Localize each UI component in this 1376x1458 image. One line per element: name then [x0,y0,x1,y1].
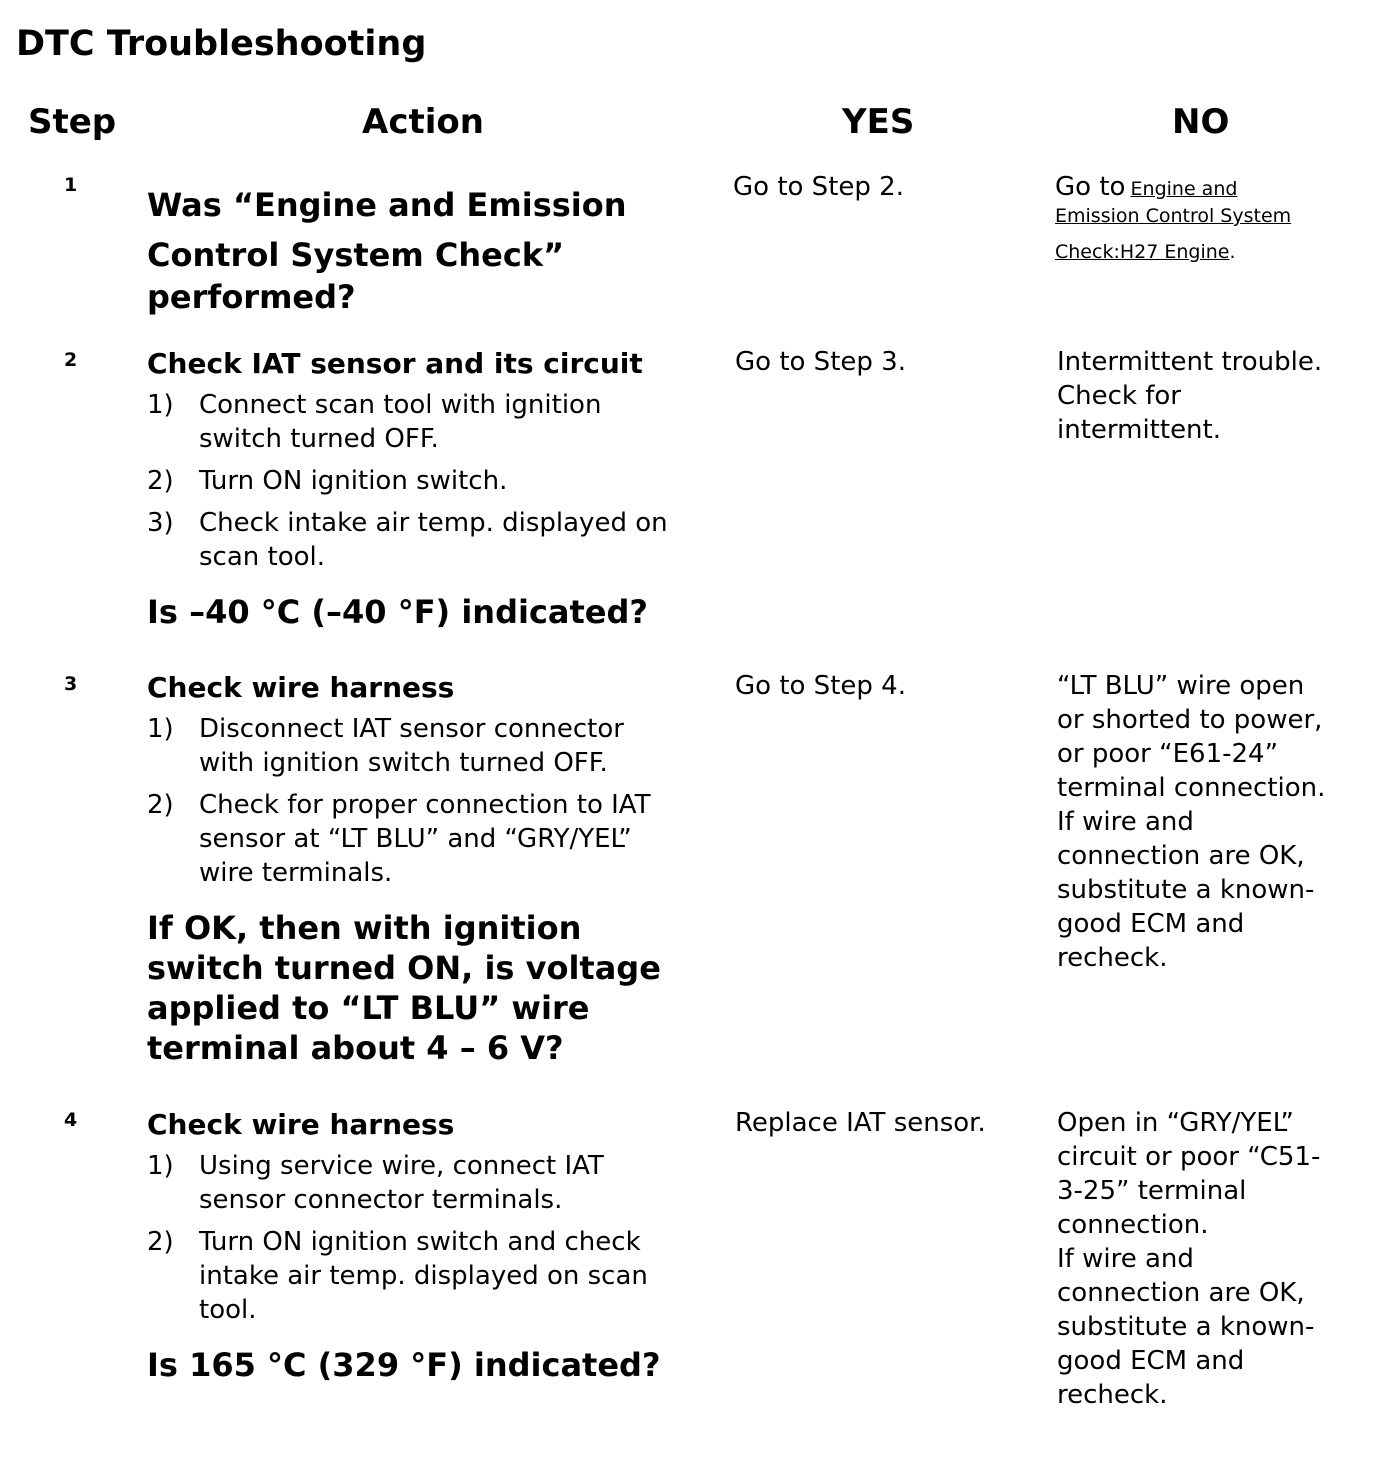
substep-text: Check intake air temp. displayed on [199,508,668,538]
step-2-no [1057,345,1322,447]
no-text: Intermittent trouble. [1057,347,1323,377]
substep [147,1225,717,1327]
substep-number: 2) [147,790,174,820]
substep-text: Connect scan tool with ignition [199,390,602,420]
go-to-prefix: Go to [1055,172,1126,202]
no-text: recheck. [1057,1380,1168,1410]
substep-number: 2) [147,466,174,496]
column-header-step: Step [28,102,117,142]
question-line: If OK, then with ignition [147,909,582,947]
engine-check-link[interactable]: Check:H27 Engine [1055,241,1230,263]
link-suffix: . [1229,241,1236,263]
no-text: Open in “GRY/YEL” [1057,1108,1294,1138]
no-text: connection are OK, [1057,841,1305,871]
substep-text: switch turned OFF. [199,424,439,454]
question-line: Control System Check” [147,236,565,274]
no-text: Check for [1057,381,1181,411]
step-number-1: 1 [64,174,78,196]
substep-number: 1) [147,1151,174,1181]
question-line: applied to “LT BLU” wire [147,989,590,1027]
no-text: If wire and [1057,1244,1194,1274]
substep-number: 1) [147,390,174,420]
substep [147,712,717,780]
step-2-yes: Go to Step 3. [735,347,906,377]
step-3-action [147,670,717,1068]
no-text: good ECM and [1057,909,1245,939]
page-title: DTC Troubleshooting [16,24,427,64]
step-3-yes: Go to Step 4. [735,671,906,701]
no-text: intermittent. [1057,415,1221,445]
substep-text: wire terminals. [199,858,393,888]
no-text: connection are OK, [1057,1278,1305,1308]
substep [147,464,717,498]
substep [147,506,717,574]
substep-number: 2) [147,1227,174,1257]
engine-check-link[interactable]: Engine and [1130,178,1238,200]
question-line: switch turned ON, is voltage [147,949,661,987]
substep-number: 3) [147,508,174,538]
step-question: Is –40 °C (–40 °F) indicated? [147,593,648,631]
substep-text: with ignition switch turned OFF. [199,748,608,778]
column-header-action: Action [362,102,484,142]
substep-text: scan tool. [199,542,326,572]
substep-text: Disconnect IAT sensor connector [199,714,624,744]
question-line: Was “Engine and Emission [147,186,627,224]
step-1-yes: Go to Step 2. [733,172,904,202]
column-header-no: NO [1172,102,1230,142]
step-number-2: 2 [64,349,78,371]
no-text: If wire and [1057,807,1194,837]
no-text: 3-25” terminal [1057,1176,1247,1206]
step-1-question [147,182,627,316]
substep-number: 1) [147,714,174,744]
substep-list [147,388,717,574]
step-question [147,908,717,1068]
substep-text: tool. [199,1295,257,1325]
substep-text: sensor connector terminals. [199,1185,563,1215]
no-text: terminal connection. [1057,773,1326,803]
question-line: terminal about 4 – 6 V? [147,1029,564,1067]
no-text: connection. [1057,1210,1209,1240]
step-3-no [1057,669,1325,975]
engine-check-link[interactable]: Emission Control System [1055,205,1292,227]
substep-text: intake air temp. displayed on scan [199,1261,648,1291]
substep-text: sensor at “LT BLU” and “GRY/YEL” [199,824,632,854]
column-header-yes: YES [842,102,915,142]
substep [147,788,717,890]
no-text: or shorted to power, [1057,705,1323,735]
step-4-yes: Replace IAT sensor. [735,1108,986,1138]
substep-text: Using service wire, connect IAT [199,1151,604,1181]
no-text: substitute a known- [1057,875,1315,905]
substep [147,388,717,456]
step-question: Is 165 °C (329 °F) indicated? [147,1346,661,1384]
step-number-3: 3 [64,673,78,695]
step-2-action [147,346,717,632]
substep-list [147,712,717,890]
no-text: “LT BLU” wire open [1057,671,1305,701]
step-4-action [147,1107,717,1385]
step-4-no [1057,1106,1320,1412]
step-1-no [1055,170,1355,263]
step-number-4: 4 [64,1109,78,1131]
substep-text: Turn ON ignition switch. [199,466,508,496]
no-text: circuit or poor “C51- [1057,1142,1321,1172]
step-heading: Check wire harness [147,671,455,704]
substep-text: Check for proper connection to IAT [199,790,651,820]
step-heading: Check IAT sensor and its circuit [147,347,643,380]
no-text: recheck. [1057,943,1168,973]
substep [147,1149,717,1217]
substep-text: Turn ON ignition switch and check [199,1227,641,1257]
no-text: or poor “E61-24” [1057,739,1279,769]
no-text: good ECM and [1057,1346,1245,1376]
question-line: performed? [147,278,356,316]
no-text: substitute a known- [1057,1312,1315,1342]
substep-list [147,1149,717,1327]
step-heading: Check wire harness [147,1108,455,1141]
